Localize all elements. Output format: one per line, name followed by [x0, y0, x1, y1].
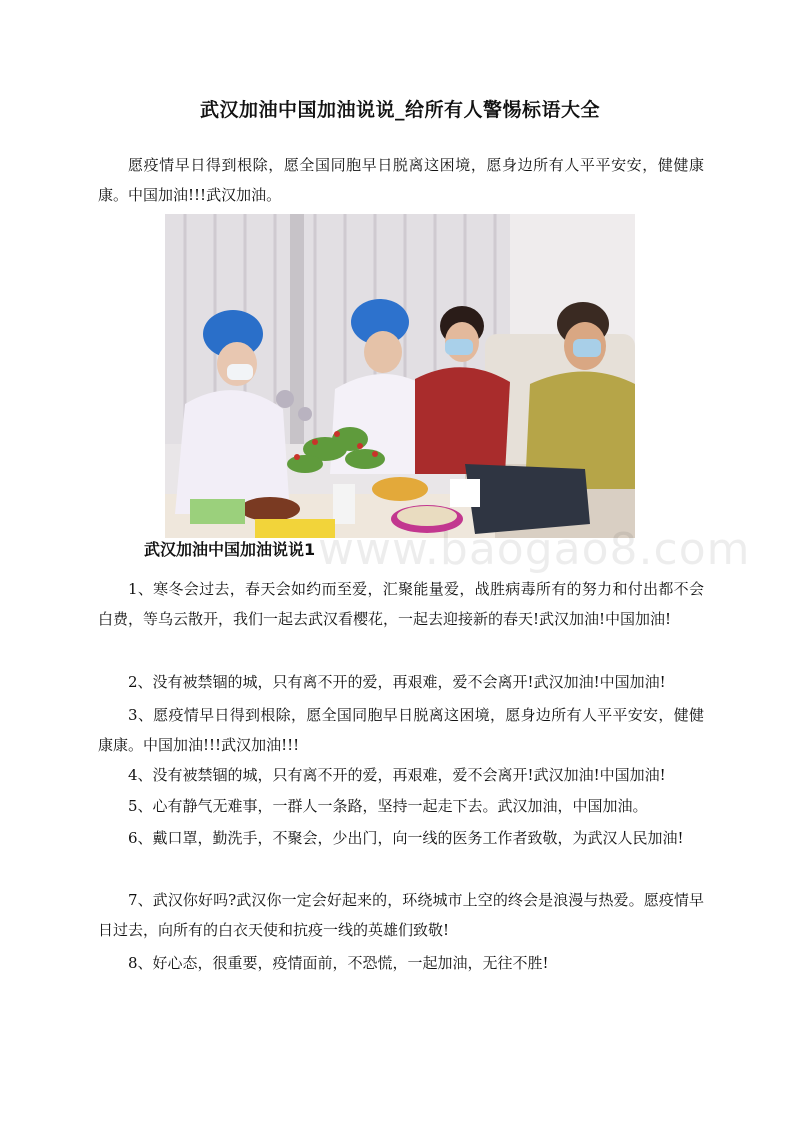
list-item: 8、好心态，很重要，疫情面前，不恐慌，一起加油，无往不胜! — [128, 954, 549, 972]
section-heading: 武汉加油中国加油说说1 — [144, 540, 316, 559]
list-item: 4、没有被禁锢的城，只有离不开的爱，再艰难，爱不会离开!武汉加油!中国加油! — [128, 766, 666, 784]
watermark: www.baogao8.com — [318, 524, 751, 575]
list-item: 2、没有被禁锢的城，只有离不开的爱，再艰难，爱不会离开!武汉加油!中国加油! — [128, 673, 666, 691]
list-item: 7、武汉你好吗?武汉你一定会好起来的，环绕城市上空的终会是浪漫与热爱。愿疫情早日过去，向所有的白衣天使和抗疫一线的英雄们致敬! — [98, 891, 704, 939]
intro-paragraph: 愿疫情早日得到根除，愿全国同胞早日脱离这困境，愿身边所有人平平安安，健健康康。中国加油!!!武汉加油。 — [98, 156, 704, 204]
page-title: 武汉加油中国加油说说_给所有人警惕标语大全 — [199, 99, 600, 121]
list-item: 5、心有静气无难事，一群人一条路，坚持一起走下去。武汉加油，中国加油。 — [128, 797, 648, 815]
list-item: 1、寒冬会过去，春天会如约而至爱，汇聚能量爱，战胜病毒所有的努力和付出都不会白费，等乌云散开，我们一起去武汉看樱花，一起去迎接新的春天!武汉加油!中国加油! — [98, 580, 704, 628]
list-item: 6、戴口罩，勤洗手，不聚会，少出门，向一线的医务工作者致敬，为武汉人民加油! — [128, 829, 684, 847]
list-item: 3、愿疫情早日得到根除，愿全国同胞早日脱离这困境，愿身边所有人平平安安，健健康康。中国加油!!!武汉加油!!! — [98, 706, 704, 754]
photo-medical-visit — [165, 214, 635, 538]
